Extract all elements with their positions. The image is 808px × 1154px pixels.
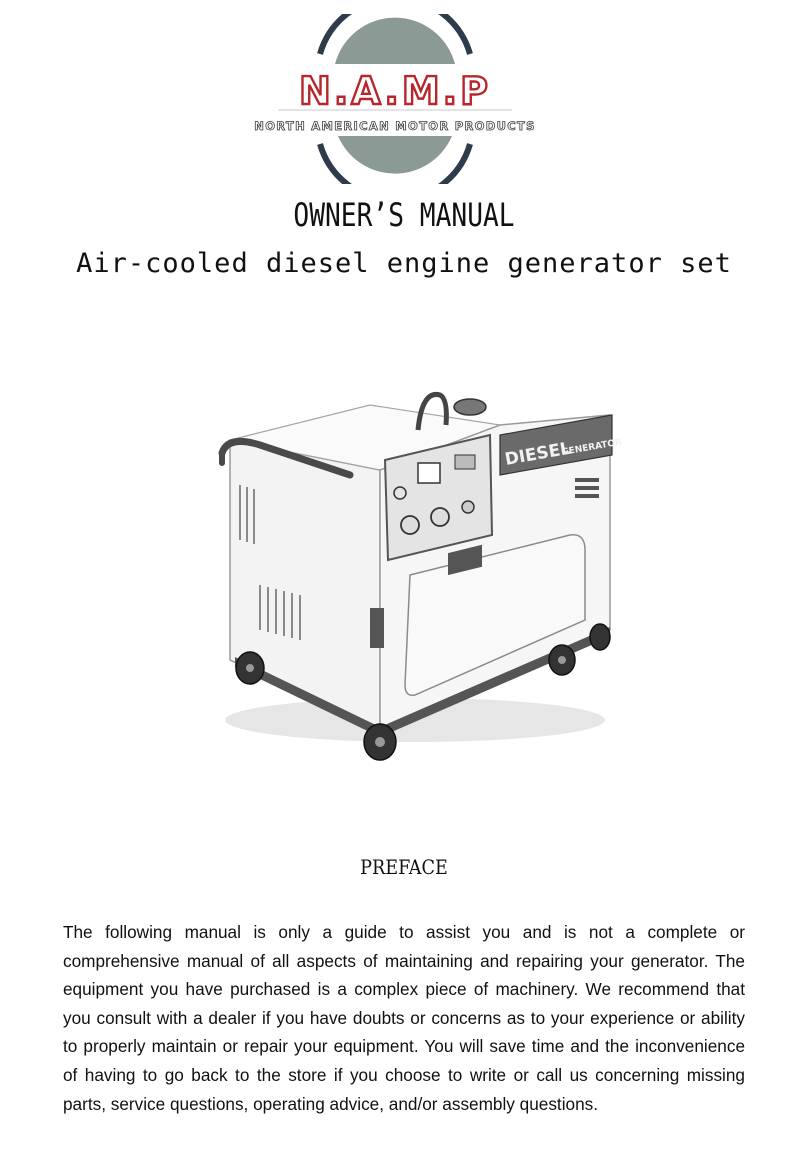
generator-photo — [200, 375, 630, 770]
logo-brand-text: N.A.M.P — [299, 69, 491, 113]
generator-illustration — [200, 375, 630, 770]
logo-tagline-text: NORTH AMERICAN MOTOR PRODUCTS — [254, 119, 536, 133]
panel-label-diesel: DIESEL — [503, 438, 573, 470]
logo-disc-top — [335, 18, 455, 64]
preface-heading: PREFACE — [360, 855, 448, 879]
panel-label-generator: GENERATOR — [560, 437, 623, 458]
preface-body: The following manual is only a guide to assist you and is not a complete or comprehensive manual of all aspects of maintaining and repairing your generator. The equipment you have purchased is a complex piece of machinery. We recommend that you consult with a dealer if you have doubts or concerns as to your experience or ability to properly maintain or repair your equipment. You will save time and the inconvenience of having to go back to the store if you choose to write or call us concerning missing parts, service questions, operating advice, and/or assembly questions. — [63, 922, 745, 1114]
logo-disc-bottom — [338, 136, 452, 174]
namp-logo — [230, 14, 560, 184]
logo-emblem — [230, 14, 560, 184]
manual-title: OWNER’S MANUAL — [293, 196, 515, 234]
manual-subtitle: Air-cooled diesel engine generator set — [76, 248, 732, 279]
